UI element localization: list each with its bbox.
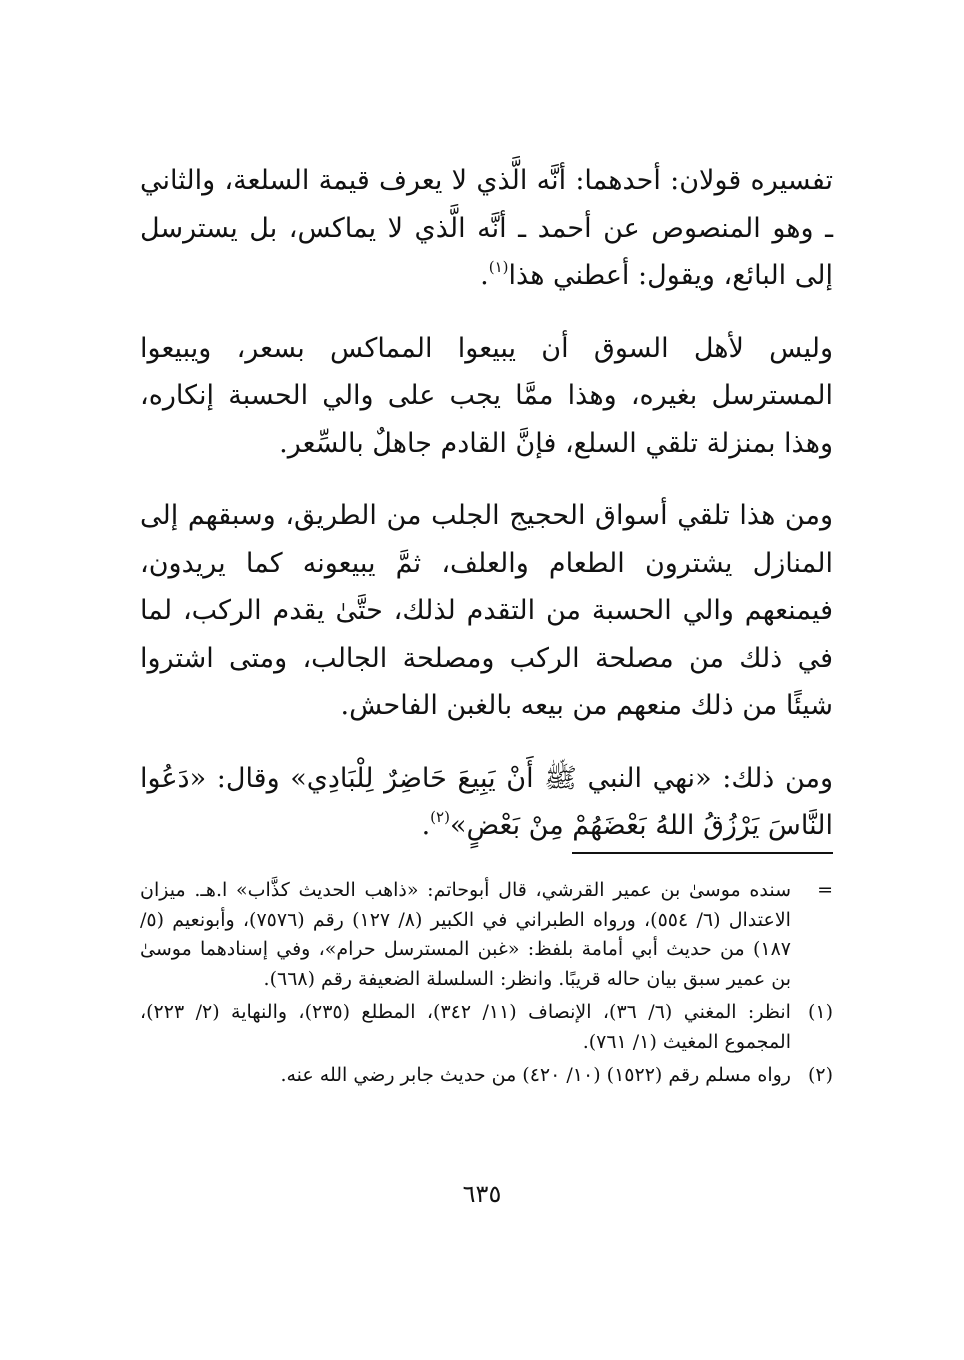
paragraph-2 (140, 325, 833, 468)
footnote-text: سنده موسىٰ بن عمير القرشي، قال أبوحاتم: «ذاهب الحديث كذَّاب» ا.هـ. ميزان الاعتدال (٦/ ٥٥٤)، ورواه الطبراني في الكبير (٨/ ١٢٧) رقم (٧٥٧٦)، وأبونعيم (٥/ ١٨٧) من حديث أبي أمامة بلفظ: «غبن المسترسل حرام»، وفي إسنادهما موسىٰ بن عمير سبق بيان حاله قريبًا. وانظر: السلسلة الضعيفة رقم (٦٦٨). (140, 879, 791, 990)
footnote-text: انظر: المغني (٦/ ٣٦)، الإنصاف (١١/ ٣٤٢)، المطلع (٢٣٥)، والنهاية (٢/ ٢٢٣)، المجموع المغيث (١/ ٧٦١). (140, 1001, 791, 1053)
paragraph-4 (140, 755, 833, 850)
paragraph-4-end: . (421, 810, 431, 841)
main-text (140, 157, 833, 850)
paragraph-1-text: تفسيره قولان: أحدهما: أنَّه الَّذي لا يعرف قيمة السلعة، والثاني ـ وهو المنصوص عن أحمد ـ أنَّه الَّذي لا يماكس، بل يسترسل إلى البائع، ويقول: أعطني هذا (140, 165, 833, 291)
footnote-marker: (١) (807, 1001, 833, 1023)
footnote-marker: = (817, 879, 833, 901)
footnote-continuation (140, 876, 833, 994)
footnote-ref-1: (١) (488, 258, 509, 276)
footnote-separator (572, 852, 833, 854)
page-number: ٦٣٥ (462, 1180, 502, 1208)
paragraph-4-text: ومن ذلك: «نهي النبي ﷺ أَنْ يَبِيعَ حَاضِرٌ لِلْبَادِي» وقال: «دَعُوا النَّاسَ يَرْزُقُ اللهُ بَعْضَهُمْ مِنْ بَعْضٍ» (140, 762, 833, 841)
footnote-marker: (٢) (807, 1064, 833, 1086)
footnotes (140, 876, 833, 1091)
footnote-1 (140, 998, 833, 1057)
footnote-text: رواه مسلم رقم (١٥٢٢) (١٠/ ٤٢٠) من حديث جابر رضي الله عنه. (280, 1064, 791, 1086)
paragraph-2-text: وليس لأهل السوق أن يبيعوا المماكس بسعر، ويبيعوا المسترسل بغيره، وهذا ممَّا يجب على والي الحسبة إنكاره، وهذا بمنزلة تلقي السلع، فإنَّ القادم جاهلٌ بالسِّعر. (140, 332, 833, 459)
footnote-ref-2: (٢) (430, 808, 450, 826)
paragraph-1-end: . (480, 260, 489, 291)
paragraph-1 (140, 157, 833, 300)
footnote-2 (140, 1061, 833, 1091)
paragraph-3 (140, 492, 833, 730)
paragraph-3-text: ومن هذا تلقي أسواق الحجيج الجلب من الطريق، وسبقهم إلى المنازل يشترون الطعام والعلف، ثمَّ يبيعونه كما يريدون، فيمنعهم والي الحسبة من التقدم لذلك، حتَّىٰ يقدم الركب، لما في ذلك من مصلحة الركب ومصلحة الجالب، ومتى اشتروا شيئًا من ذلك منعهم من بيعه بالغبن الفاحش. (140, 500, 833, 721)
